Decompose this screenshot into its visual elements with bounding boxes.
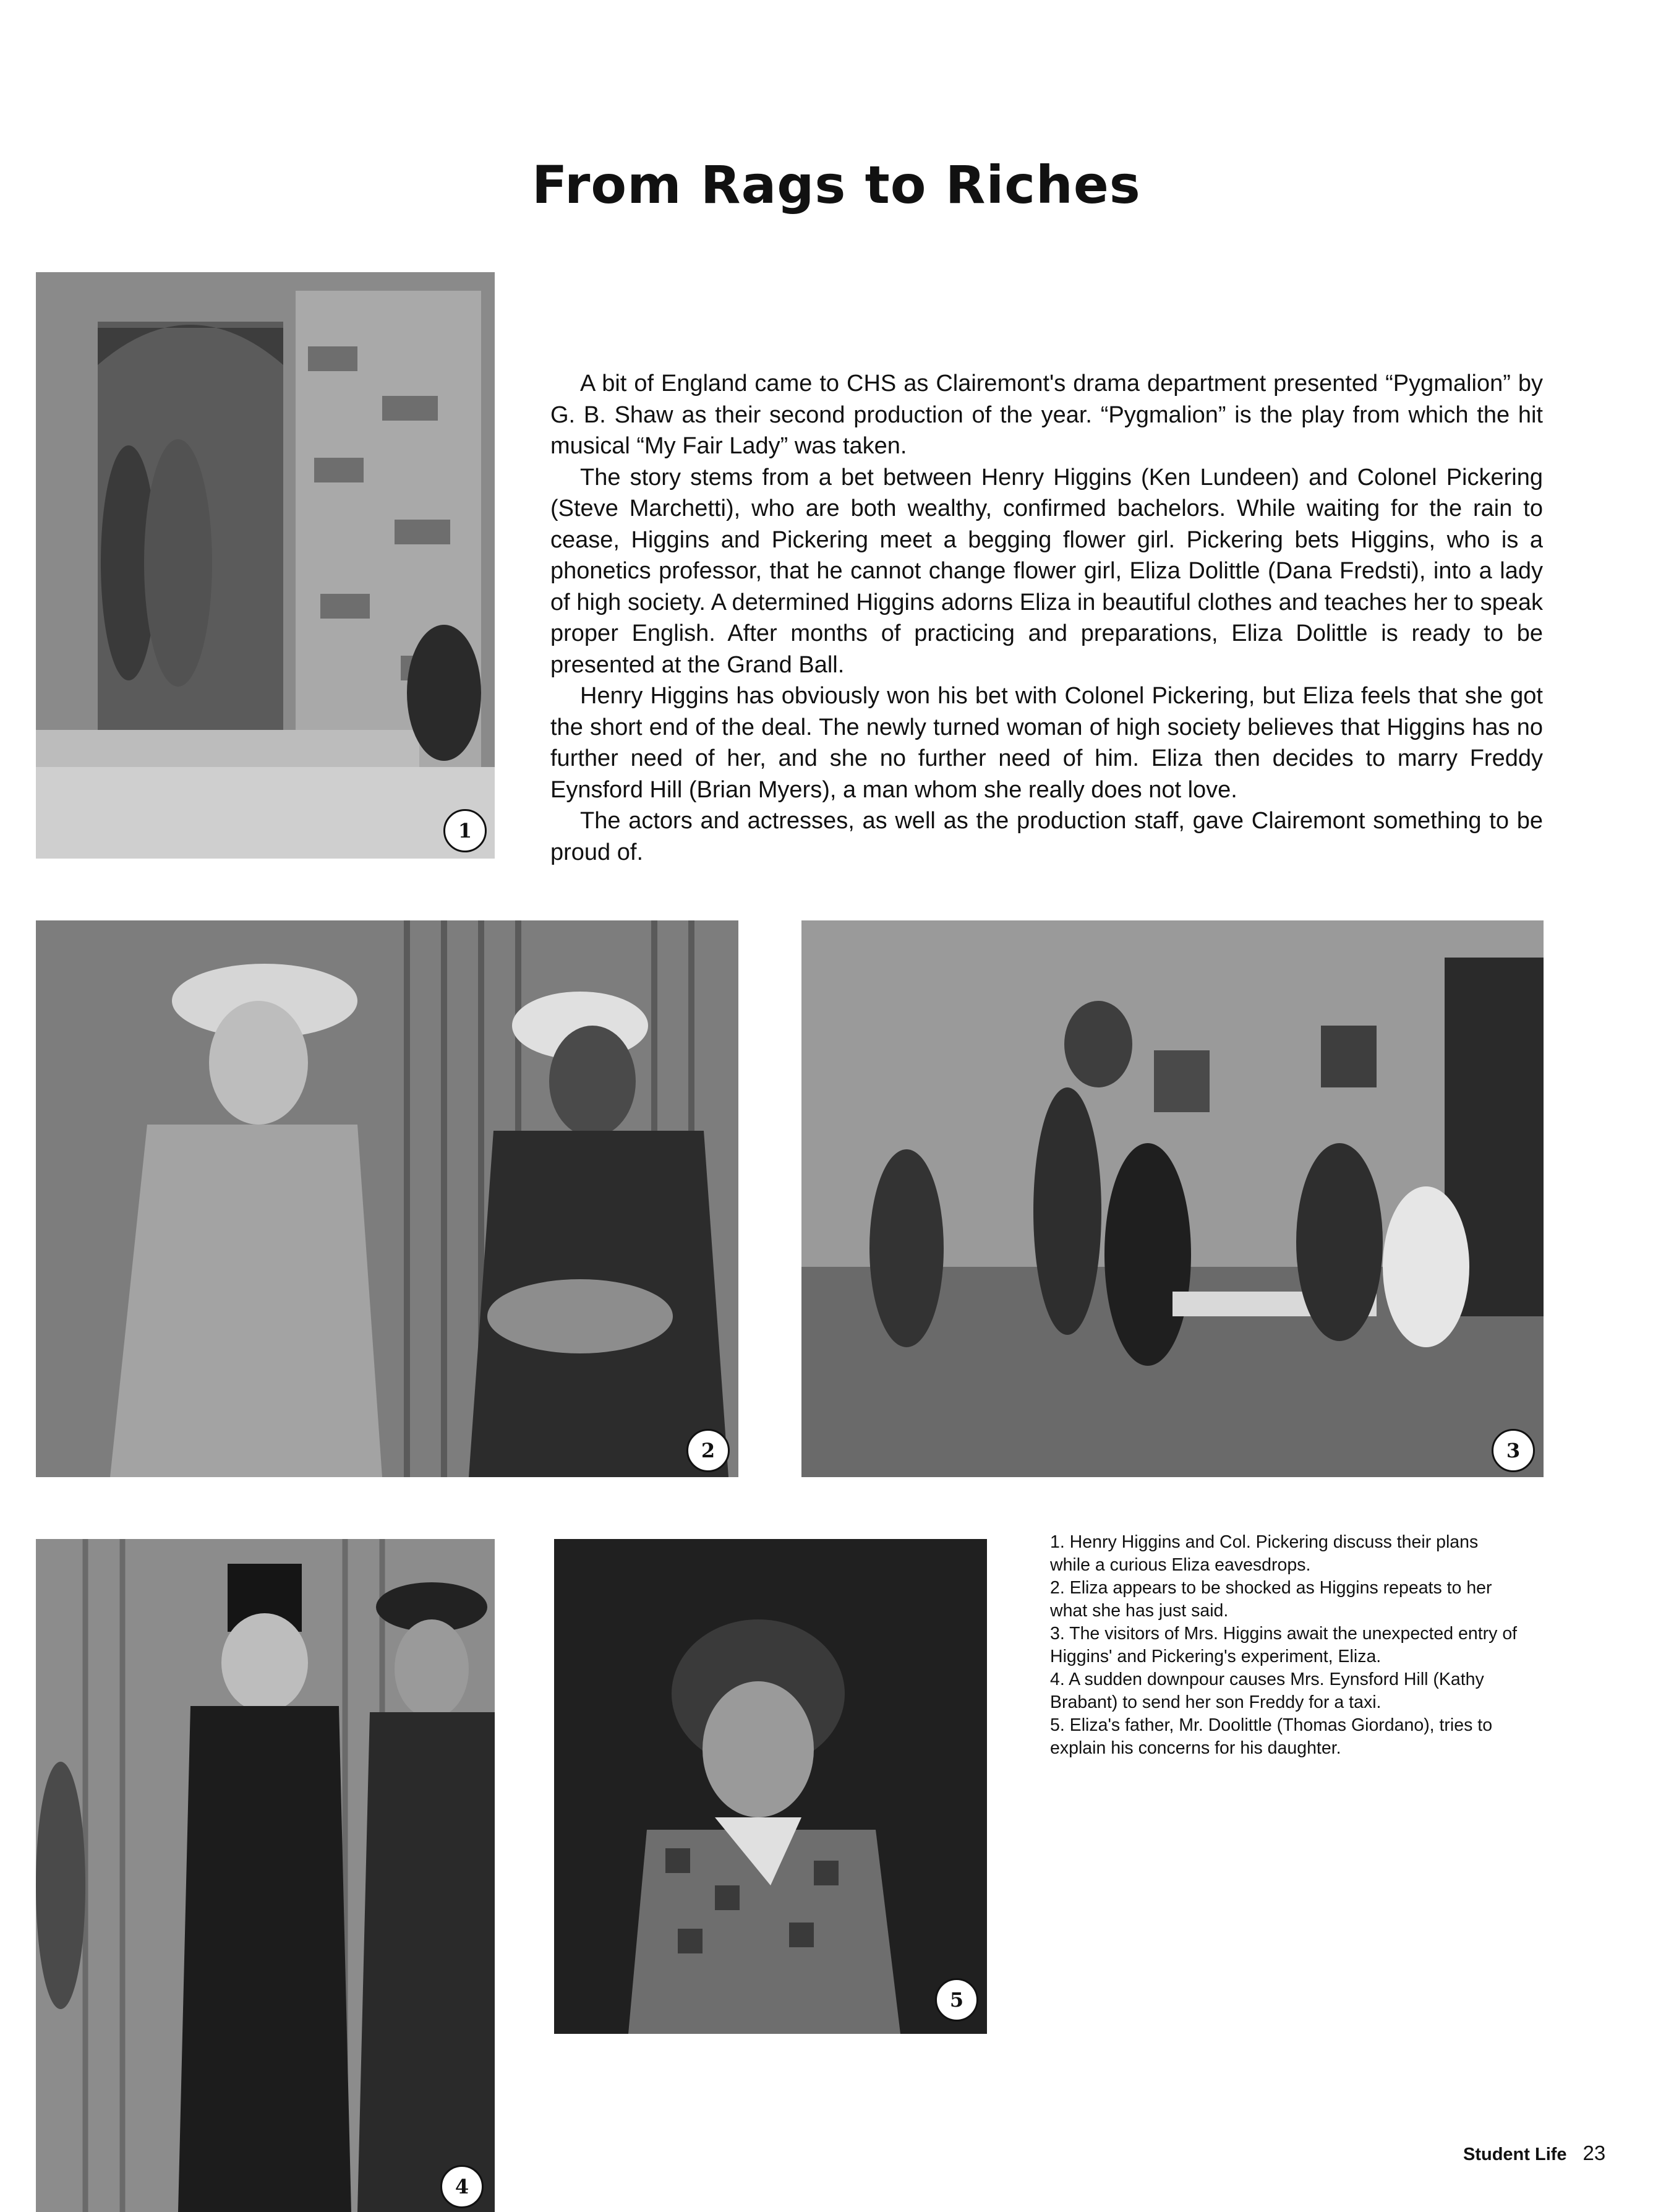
article-paragraph-4: The actors and actresses, as well as the production staff, gave Clairemont something to be proud of. [550, 808, 1543, 865]
photo-5-doolittle [554, 1539, 987, 2034]
caption-1: 1. Henry Higgins and Col. Pickering discuss their plans while a curious Eliza eavesdrops. [1050, 1532, 1479, 1575]
photo-4-image [36, 1539, 495, 2212]
article-paragraph-3: Henry Higgins has obviously won his bet with Colonel Pickering, but Eliza feels that she got the short end of the deal. The newly turned woman of high society believes that Higgins has no further need of her, and she no further need of him. Eliza then decides to marry Freddy Eynsford Hill (Brian Myers), a man whom she really does not love. [550, 683, 1543, 803]
photo-2-image [36, 920, 738, 1477]
photo-1-image [36, 272, 495, 859]
photo-5-number-badge: 5 [935, 1978, 978, 2021]
photo-2-higgins-eliza [36, 920, 738, 1477]
photo-1-number-badge: 1 [443, 809, 487, 852]
article-paragraph-2: The story stems from a bet between Henry Higgins (Ken Lundeen) and Colonel Pickering (Steve Marchetti), who are both wealthy, confirmed bachelors. While waiting for the rain to cease, Higgins and Pickering meet a begging flower girl. Pickering bets Higgins, who is a phonetics professor, that he cannot change flower girl, Eliza Dolittle (Dana Fredsti), into a lady of high society. A determined Higgins adorns Eliza in beautiful clothes and teaches her to speak proper English. After months of practicing and preparations, Eliza Dolittle is ready to be presented at the Grand Ball. [550, 464, 1543, 678]
page-title: From Rags to Riches [532, 155, 1141, 215]
article-body [550, 368, 1543, 868]
caption-4: 4. A sudden downpour causes Mrs. Eynsford Hill (Kathy Brabant) to send her son Freddy for a taxi. [1050, 1670, 1484, 1712]
page-footer [1463, 2141, 1605, 2165]
photo-3-image [801, 920, 1544, 1477]
photo-1-stage-scene [36, 272, 495, 859]
page-number: 23 [1583, 2141, 1606, 2164]
photo-4-downpour-scene [36, 1539, 495, 2212]
photo-2-number-badge: 2 [686, 1429, 730, 1472]
article-paragraph-1: A bit of England came to CHS as Clairemont's drama department presented “Pygmalion” by G. B. Shaw as their second production of the year. “Pygmalion” is the play from which the hit musical “My Fair Lady” was taken. [550, 371, 1543, 459]
photo-captions [1050, 1531, 1520, 1760]
caption-2: 2. Eliza appears to be shocked as Higgins repeats to her what she has just said. [1050, 1578, 1492, 1621]
caption-3: 3. The visitors of Mrs. Higgins await the unexpected entry of Higgins' and Pickering's experiment, Eliza. [1050, 1624, 1518, 1666]
section-name: Student Life [1463, 2145, 1567, 2164]
photo-3-parlor-scene [801, 920, 1544, 1477]
photo-4-number-badge: 4 [440, 2165, 484, 2208]
photo-5-image [554, 1539, 987, 2034]
photo-3-number-badge: 3 [1492, 1429, 1535, 1472]
caption-5: 5. Eliza's father, Mr. Doolittle (Thomas Giordano), tries to explain his concerns for his daughter. [1050, 1715, 1493, 1758]
